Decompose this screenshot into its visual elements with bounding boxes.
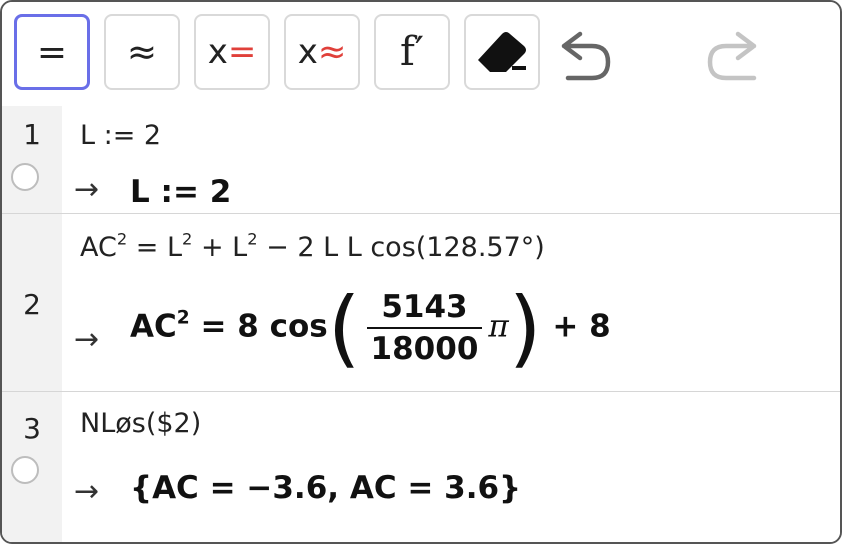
row-output: L := 2 bbox=[130, 174, 232, 210]
result-arrow-icon: → bbox=[74, 322, 100, 357]
derivative-icon: f′ bbox=[400, 29, 424, 75]
solve-icon: x= bbox=[207, 32, 257, 72]
nsolve-button[interactable] bbox=[284, 14, 360, 90]
undo-icon[interactable] bbox=[554, 30, 614, 82]
derivative-button[interactable] bbox=[374, 14, 450, 90]
result-arrow-icon: → bbox=[74, 172, 100, 207]
redo-icon[interactable] bbox=[704, 30, 764, 82]
cas-row-2[interactable] bbox=[2, 214, 840, 392]
row-input[interactable]: L := 2 bbox=[80, 120, 162, 151]
row-number: 3 bbox=[23, 412, 41, 445]
cas-row-3[interactable] bbox=[2, 392, 840, 543]
row-visibility-toggle[interactable] bbox=[11, 163, 39, 191]
evaluate-numeric-button[interactable] bbox=[104, 14, 180, 90]
eraser-icon bbox=[472, 26, 532, 78]
delete-button[interactable] bbox=[464, 14, 540, 90]
nsolve-icon: x≈ bbox=[297, 32, 347, 72]
cas-row-1[interactable] bbox=[2, 106, 840, 214]
result-arrow-icon: → bbox=[74, 474, 100, 509]
solve-button[interactable] bbox=[194, 14, 270, 90]
row-input[interactable]: NLøs($2) bbox=[80, 408, 202, 439]
paren-close: ) bbox=[508, 279, 542, 377]
equals-icon: = bbox=[36, 31, 68, 73]
row-input[interactable]: $AC^2 = L^2 + L^2 - 2$ L L cos(128.57°) bbox=[80, 229, 545, 263]
row-output: $AC^2 = 8$ cos( $\frac{5143}{18000}$ π) + 8 bbox=[130, 279, 611, 377]
row-output: {AC = −3.6, AC = 3.6} bbox=[130, 470, 522, 506]
row-visibility-toggle[interactable] bbox=[11, 456, 39, 484]
paren-open: ( bbox=[327, 279, 361, 377]
row-number: 1 bbox=[23, 118, 41, 151]
evaluate-exact-button[interactable] bbox=[14, 14, 90, 90]
cas-toolbar bbox=[2, 2, 840, 107]
row-number: 2 bbox=[23, 288, 41, 321]
approx-icon: ≈ bbox=[126, 31, 158, 73]
fraction: $\frac{5143}{18000}$ bbox=[367, 289, 483, 367]
